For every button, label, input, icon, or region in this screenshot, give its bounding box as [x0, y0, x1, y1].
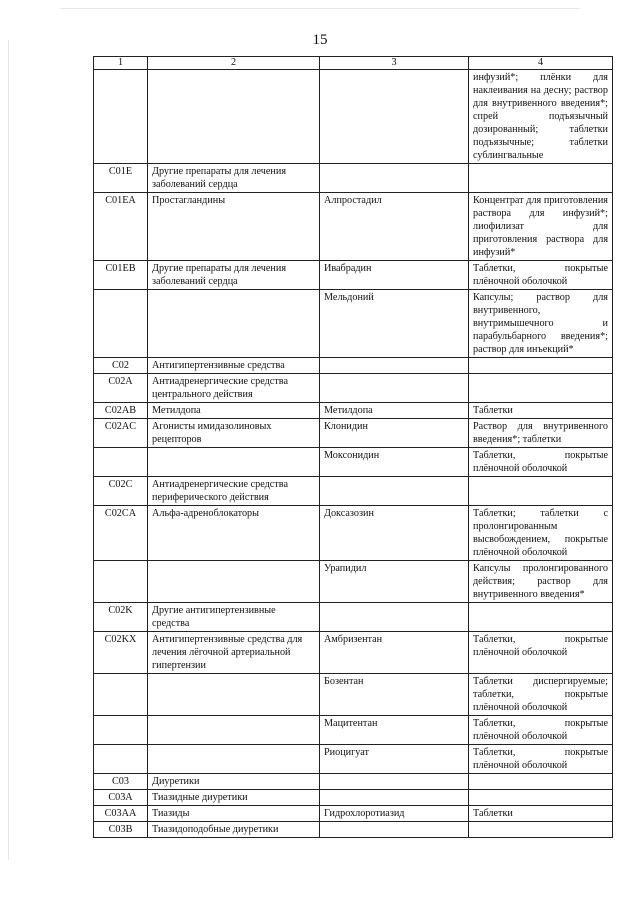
dosage-form-cell: инфузий*; плёнки для наклеивания на десну; раствор для внутривенного введения*; спрей подъязычный дозированный; таблетки подъязычные; таблетки сублингвальные: [469, 70, 613, 164]
group-name-cell: Диуретики: [148, 774, 320, 790]
group-name-cell: [148, 561, 320, 603]
group-name-cell: Антигипертензивные средства: [148, 358, 320, 374]
atc-code-cell: C03AA: [94, 806, 148, 822]
atc-code-cell: C03B: [94, 822, 148, 838]
dosage-form-cell: Таблетки, покрытые плёночной оболочкой: [469, 745, 613, 774]
group-name-cell: Другие препараты для лечения заболеваний сердца: [148, 164, 320, 193]
scan-edge-mark: [8, 40, 9, 860]
column-header: 2: [148, 57, 320, 70]
table-row: [94, 716, 613, 745]
group-name-cell: Метилдопа: [148, 403, 320, 419]
drug-name-cell: Мацитентан: [320, 716, 469, 745]
atc-code-cell: C02KX: [94, 632, 148, 674]
drug-name-cell: [320, 790, 469, 806]
dosage-form-cell: Концентрат для приготовления раствора для инфузий*; лиофилизат для приготовления раствора для инфузий*: [469, 193, 613, 261]
drug-name-cell: Алпростадил: [320, 193, 469, 261]
dosage-form-cell: Раствор для внутривенного введения*; таблетки: [469, 419, 613, 448]
dosage-form-cell: [469, 358, 613, 374]
drug-name-cell: [320, 374, 469, 403]
group-name-cell: Тиазиды: [148, 806, 320, 822]
group-name-cell: Тиазидоподобные диуретики: [148, 822, 320, 838]
group-name-cell: [148, 716, 320, 745]
drug-name-cell: [320, 358, 469, 374]
atc-code-cell: [94, 716, 148, 745]
drug-name-cell: [320, 774, 469, 790]
drug-name-cell: [320, 70, 469, 164]
group-name-cell: [148, 448, 320, 477]
table-row: [94, 290, 613, 358]
table-row: [94, 448, 613, 477]
drug-name-cell: Бозентан: [320, 674, 469, 716]
group-name-cell: [148, 745, 320, 774]
table-row: [94, 745, 613, 774]
drug-name-cell: [320, 477, 469, 506]
scan-top-mark: [60, 8, 580, 9]
atc-code-cell: [94, 70, 148, 164]
group-name-cell: Антигипертензивные средства для лечения лёгочной артериальной гипертензии: [148, 632, 320, 674]
table-row: [94, 358, 613, 374]
atc-code-cell: C01EA: [94, 193, 148, 261]
dosage-form-cell: Таблетки, покрытые плёночной оболочкой: [469, 261, 613, 290]
dosage-form-cell: Таблетки, покрытые плёночной оболочкой: [469, 716, 613, 745]
drug-name-cell: [320, 164, 469, 193]
dosage-form-cell: Таблетки, покрытые плёночной оболочкой: [469, 448, 613, 477]
atc-code-cell: C02: [94, 358, 148, 374]
column-header: 3: [320, 57, 469, 70]
drug-name-cell: Клонидин: [320, 419, 469, 448]
dosage-form-cell: Таблетки: [469, 403, 613, 419]
group-name-cell: Антиадренергические средства периферического действия: [148, 477, 320, 506]
dosage-form-cell: [469, 774, 613, 790]
page-number: 15: [312, 32, 328, 48]
atc-code-cell: C02K: [94, 603, 148, 632]
atc-code-cell: C02AB: [94, 403, 148, 419]
dosage-form-cell: Таблетки; таблетки с пролонгированным высвобождением, покрытые плёночной оболочкой: [469, 506, 613, 561]
drug-name-cell: Ивабрадин: [320, 261, 469, 290]
group-name-cell: Альфа-адреноблокаторы: [148, 506, 320, 561]
table-row: [94, 261, 613, 290]
atc-code-cell: C03A: [94, 790, 148, 806]
drug-name-cell: Доксазозин: [320, 506, 469, 561]
table-row: [94, 561, 613, 603]
dosage-form-cell: [469, 603, 613, 632]
atc-code-cell: C02C: [94, 477, 148, 506]
group-name-cell: [148, 290, 320, 358]
table-row: [94, 193, 613, 261]
table-row: [94, 774, 613, 790]
dosage-form-cell: Таблетки: [469, 806, 613, 822]
group-name-cell: [148, 674, 320, 716]
drug-name-cell: Урапидил: [320, 561, 469, 603]
drug-name-cell: Риоцигуат: [320, 745, 469, 774]
group-name-cell: Агонисты имидазолиновых рецепторов: [148, 419, 320, 448]
table-row: [94, 790, 613, 806]
table-body: [94, 70, 613, 838]
table-row: [94, 506, 613, 561]
group-name-cell: Другие антигипертензивные средства: [148, 603, 320, 632]
group-name-cell: Другие препараты для лечения заболеваний сердца: [148, 261, 320, 290]
column-header: 1: [94, 57, 148, 70]
dosage-form-cell: Таблетки, покрытые плёночной оболочкой: [469, 632, 613, 674]
table-row: [94, 70, 613, 164]
table-row: [94, 477, 613, 506]
dosage-form-cell: Капсулы пролонгированного действия; раствор для внутривенного введения*: [469, 561, 613, 603]
dosage-form-cell: [469, 822, 613, 838]
group-name-cell: Простагландины: [148, 193, 320, 261]
group-name-cell: Антиадренергические средства центрального действия: [148, 374, 320, 403]
dosage-form-cell: [469, 164, 613, 193]
dosage-form-cell: [469, 790, 613, 806]
table-row: [94, 403, 613, 419]
atc-code-cell: C01E: [94, 164, 148, 193]
atc-code-cell: [94, 290, 148, 358]
dosage-form-cell: [469, 477, 613, 506]
drug-name-cell: Метилдопа: [320, 403, 469, 419]
table-row: [94, 164, 613, 193]
atc-code-cell: C02CA: [94, 506, 148, 561]
drug-name-cell: Амбризентан: [320, 632, 469, 674]
table-row: [94, 632, 613, 674]
table-row: [94, 806, 613, 822]
drug-name-cell: [320, 603, 469, 632]
atc-code-cell: C01EB: [94, 261, 148, 290]
table-header-row: [94, 57, 613, 70]
dosage-form-cell: [469, 374, 613, 403]
atc-code-cell: [94, 674, 148, 716]
dosage-form-cell: Капсулы; раствор для внутривенного, внутримышечного и парабульбарного введения*; раствор для инъекций*: [469, 290, 613, 358]
atc-code-cell: [94, 561, 148, 603]
atc-code-cell: [94, 745, 148, 774]
drug-name-cell: Гидрохлоротиазид: [320, 806, 469, 822]
atc-code-cell: [94, 448, 148, 477]
group-name-cell: Тиазидные диуретики: [148, 790, 320, 806]
atc-code-cell: C02A: [94, 374, 148, 403]
atc-code-cell: C03: [94, 774, 148, 790]
table-row: [94, 419, 613, 448]
dosage-form-cell: Таблетки диспергируемые; таблетки, покрытые плёночной оболочкой: [469, 674, 613, 716]
table-row: [94, 822, 613, 838]
column-header: 4: [469, 57, 613, 70]
atc-code-cell: C02AC: [94, 419, 148, 448]
table-row: [94, 374, 613, 403]
group-name-cell: [148, 70, 320, 164]
drug-name-cell: [320, 822, 469, 838]
table-row: [94, 674, 613, 716]
table-row: [94, 603, 613, 632]
drug-name-cell: Мельдоний: [320, 290, 469, 358]
drug-name-cell: Моксонидин: [320, 448, 469, 477]
drug-table: [93, 56, 613, 838]
